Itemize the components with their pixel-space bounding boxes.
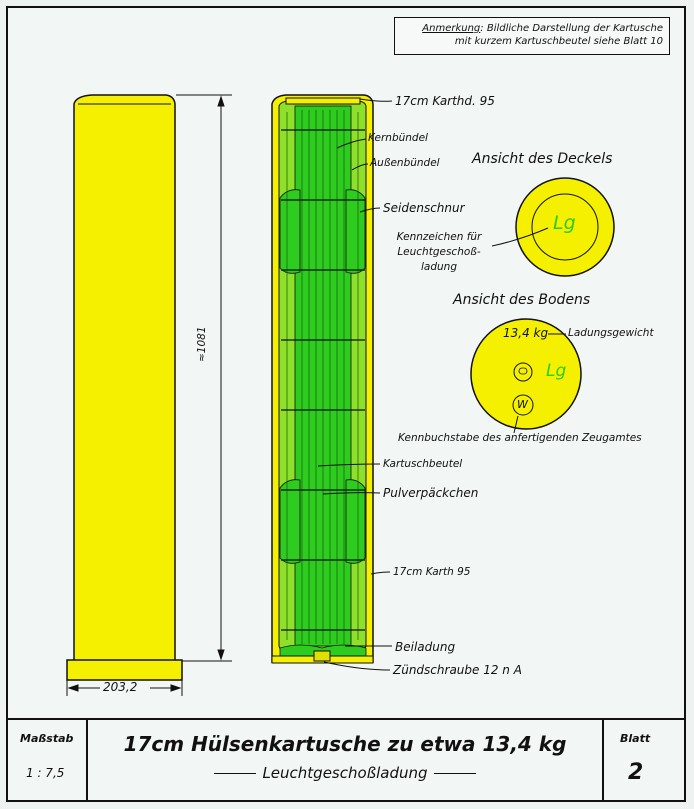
scale-cell <box>6 720 88 802</box>
drawing-title: 17cm Hülsenkartusche zu etwa 13,4 kg <box>123 732 567 756</box>
note-line1: : Bildliche Darstellung der Kartusche <box>480 23 663 34</box>
width-dimension-label: 203,2 <box>103 680 138 694</box>
callout-kernbuendel: Kernbündel <box>368 132 428 144</box>
maker-letter: W <box>517 398 528 411</box>
lid-mark-caption: Kennzeichen für Leuchtgeschoß-ladung <box>396 231 482 273</box>
callout-beiladung: Beiladung <box>395 640 456 654</box>
lid-view-heading: Ansicht des Deckels <box>472 151 613 167</box>
callout-zuendschraube: Zündschraube 12 n A <box>393 663 522 677</box>
height-dimension <box>176 95 232 661</box>
base-mark: Lg <box>546 361 567 381</box>
callout-aussenbuendel: Außenbündel <box>370 157 440 169</box>
drawing-subtitle: Leuchtgeschoßladung <box>262 764 428 782</box>
callout-seidenschnur: Seidenschnur <box>383 201 465 215</box>
lid-mark: Lg <box>553 212 576 234</box>
cartridge-section <box>272 95 373 663</box>
callout-karth: 17cm Karth 95 <box>393 566 471 578</box>
base-weight-label: Ladungsgewicht <box>568 327 654 339</box>
base-view-heading: Ansicht des Bodens <box>453 292 591 308</box>
base-weight: 13,4 kg <box>503 326 549 340</box>
note-label: Anmerkung <box>422 23 481 34</box>
note-line2: mit kurzem Kartuschbeutel siehe Blatt 10 <box>454 36 663 47</box>
drawing-subtitle-wrap <box>88 764 602 782</box>
sheet-number: 2 <box>628 760 644 785</box>
sheet-label: Blatt <box>620 732 651 745</box>
callout-karthd: 17cm Karthd. 95 <box>395 94 495 108</box>
cartridge-exterior <box>67 95 182 680</box>
title-block <box>6 718 686 804</box>
annotation-note <box>394 17 670 55</box>
subtitle-dash-right <box>434 773 476 774</box>
callout-pulverpaeckchen: Pulverpäckchen <box>383 486 479 500</box>
scale-value: 1 : 7,5 <box>26 766 65 780</box>
callout-kartuschbeutel: Kartuschbeutel <box>383 458 463 470</box>
subtitle-dash-left <box>214 773 256 774</box>
height-dimension-label: ≈1081 <box>196 326 208 362</box>
sheet-cell <box>604 720 684 802</box>
scale-label: Maßstab <box>20 732 74 745</box>
title-cell <box>88 720 604 802</box>
maker-caption: Kennbuchstabe des anfertigenden Zeugamtes <box>398 432 642 444</box>
